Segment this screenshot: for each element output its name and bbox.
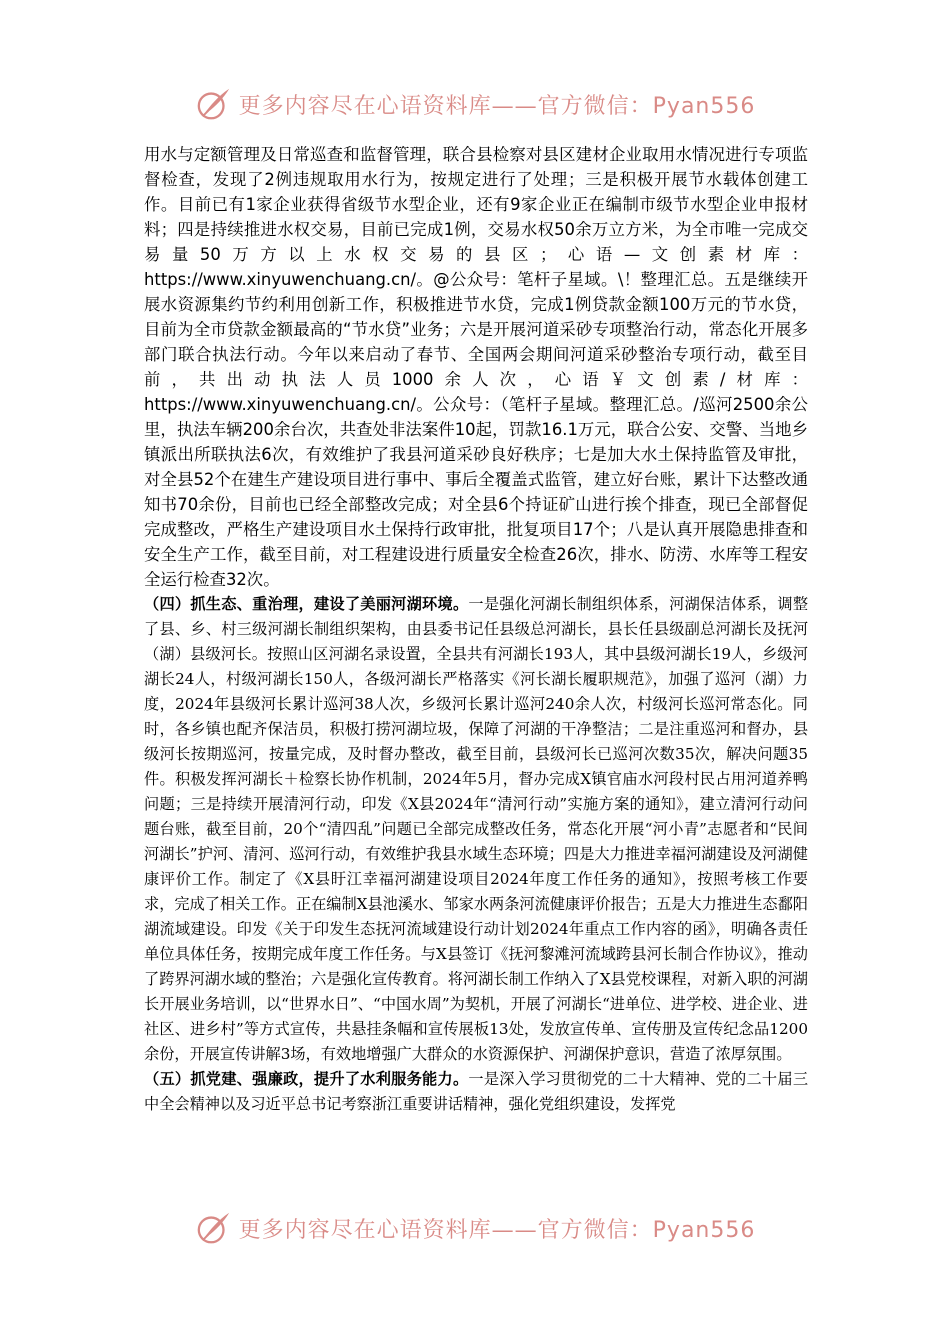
footer-banner	[0, 1208, 950, 1248]
section-heading-5: （五）抓党建、强廉政，提升了水利服务能力。	[144, 1070, 469, 1088]
paragraph-text: 一是强化河湖长制组织体系，河湖保洁体系，调整了县、乡、村三级河湖长制组织架构，由县委书记任县级总河湖长，县长任县级副总河湖长及抚河（湖）县级河长。按照山区河湖名录设置，全县共有河湖长193人，其中县级河湖长19人，乡级河湖长24人，村级河湖长150人，各级河湖长严格落实《河长湖长履职规范》，加强了巡河（湖）力度，2024年县级河长累计巡河38人次，乡级河长累计巡河240余人次，村级河长巡河常态化。同时，各乡镇也配齐保洁员，积极打捞河湖垃圾，保障了河湖的干净整洁；二是注重巡河和督办，县级河长按期巡河，按量完成，及时督办整改，截至目前，县级河长已巡河次数35次，解决问题35件。积极发挥河湖长＋检察长协作机制，2024年5月，督办完成X镇官庙水河段村民占用河道养鸭问题；三是持续开展清河行动，印发《X县2024年“清河行动”实施方案的通知》，建立清河行动问题台账，截至目前，20个“清四乱”问题已全部完成整改任务，常态化开展“河小青”志愿者和“民间河湖长”护河、清河、巡河行动，有效维护我县水域生态环境；四是大力推进幸福河湖建设及河湖健康评价工作。制定了《X县盱江幸福河湖建设项目2024年度工作任务的通知》，按照考核工作要求，完成了相关工作。正在编制X县池溪水、邹家水两条河流健康评价报告；五是大力推进生态鄱阳湖流域建设。印发《关于印发生态抚河流域建设行动计划2024年重点工作内容的函》，明确各责任单位具体任务，按期完成年度工作任务。与X县签订《抚河黎滩河流域跨县河长制合作协议》，推动了跨界河湖水域的整治；六是强化宣传教育。将河湖长制工作纳入了X县党校课程，对新入职的河湖长开展业务培训，以“世界水日”、“中国水周”为契机，开展了河湖长“进单位、进学校、进企业、进社区、进乡村”等方式宣传，共悬挂条幅和宣传展板13处，发放宣传单、宣传册及宣传纪念品1200余份，开展宣传讲解3场，有效地增强广大群众的水资源保护、河湖保护意识，营造了浓厚氛围。	[144, 595, 809, 1063]
paragraph-water-management: 用水与定额管理及日常巡查和监督管理，联合县检察对县区建材企业取用水情况进行专项监督检查，发现了2例违规取用水行为，按规定进行了处理；三是积极开展节水载体创建工作。目前已有1家企业获得省级节水型企业，还有9家企业正在编制市级节水型企业申报材料；四是持续推进水权交易，目前已完成1例，交易水权50余万立方米，为全市唯一完成交易量50万方以上水权交易的县区；心语—文创素材库：https://www.xinyuwenchuang.cn/。@公众号：笔杆子星域。\！整理汇总。五是继续开展水资源集约节约利用创新工作，积极推进节水贷，完成1例贷款金额100万元的节水贷，目前为全市贷款金额最高的“节水贷”业务；六是开展河道采砂专项整治行动，常态化开展多部门联合执法行动。今年以来启动了春节、全国两会期间河道采砂整治专项行动，截至目前，共出动执法人员1000余人次，心语￥文创素/材库：https://www.xinyuwenchuang.cn/。公众号：（笔杆子星域。整理汇总。/巡河2500余公里，执法车辆200余台次，共查处非法案件10起，罚款16.1万元，联合公安、交警、当地乡镇派出所联执法6次，有效维护了我县河道采砂良好秩序；七是加大水土保持监管及审批，对全县52个在建生产建设项目进行事中、事后全覆盖式监管，建立好台账，累计下达整改通知书70余份，目前也已经全部整改完成；对全县6个持证矿山进行挨个排查，现已全部督促完成整改，严格生产建设项目水土保持行政审批，批复项目17个；八是认真开展隐患排查和安全生产工作，截至目前，对工程建设进行质量安全检查26次，排水、防涝、水库等工程安全运行检查32次。	[144, 145, 808, 589]
header-banner	[0, 84, 950, 124]
quill-logo-icon	[195, 1209, 233, 1247]
paragraph-text: 一是深入学习贯彻党的二十大精神、党的二十届三中全会精神以及习近平总书记考察浙江重要讲话精神，强化党组织建设，发挥党	[144, 1070, 809, 1113]
paragraph-river-ecology	[144, 592, 808, 1067]
quill-logo-icon	[195, 85, 233, 123]
document-body	[144, 142, 808, 1117]
banner-text: 更多内容尽在心语资料库——官方微信：Pyan556	[238, 93, 756, 119]
section-heading-4: （四）抓生态、重治理，建设了美丽河湖环境。	[144, 595, 469, 613]
paragraph-party-building	[144, 1067, 808, 1117]
banner-text: 更多内容尽在心语资料库——官方微信：Pyan556	[238, 1217, 756, 1243]
